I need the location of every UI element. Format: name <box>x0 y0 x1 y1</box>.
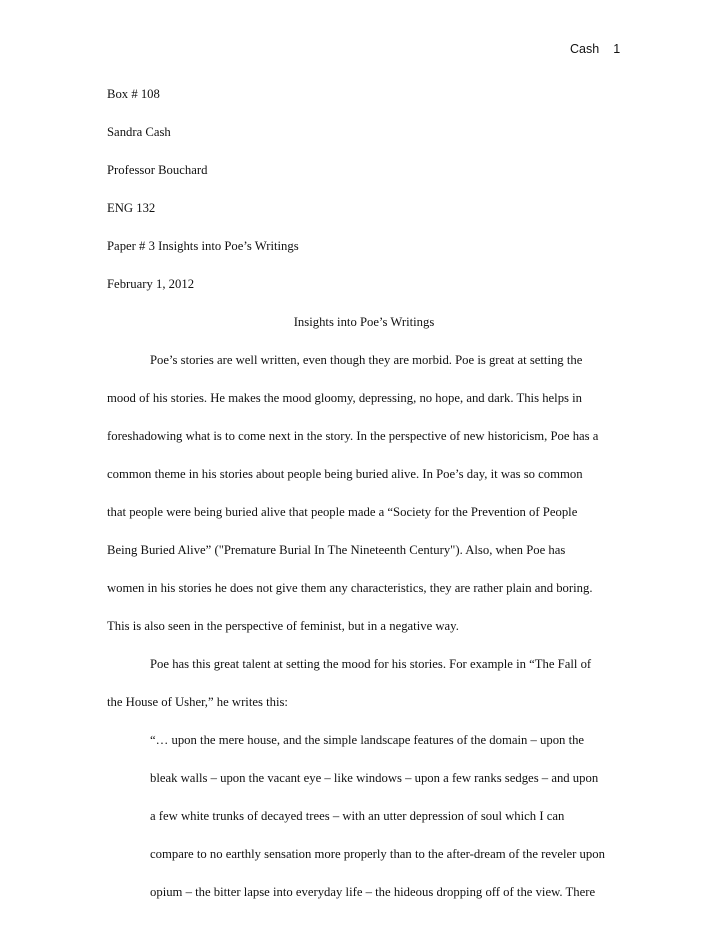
block-quote-line: opium – the bitter lapse into everyday life – the hideous dropping off of the view. There <box>150 885 596 899</box>
paragraph-1-line: common theme in his stories about people being buried alive. In Poe’s day, it was so common <box>107 467 583 481</box>
header-surname: Cash <box>570 42 600 56</box>
block-quote-line: compare to no earthly sensation more properly than to the after-dream of the reveler upon <box>150 847 605 861</box>
heading-author: Sandra Cash <box>107 125 171 139</box>
heading-box-number: Box # 108 <box>107 87 160 101</box>
heading-date: February 1, 2012 <box>107 277 195 291</box>
paragraph-1-line: Poe’s stories are well written, even though they are morbid. Poe is great at setting the <box>150 353 583 367</box>
heading-professor: Professor Bouchard <box>107 163 208 177</box>
page-header <box>570 42 620 56</box>
paragraph-2-line: Poe has this great talent at setting the mood for his stories. For example in “The Fall of <box>150 657 592 671</box>
block-quote-line: “… upon the mere house, and the simple landscape features of the domain – upon the <box>150 733 585 747</box>
header-page-number: 1 <box>613 42 621 56</box>
paragraph-1-line: foreshadowing what is to come next in the story. In the perspective of new historicism, Poe has a <box>107 429 599 443</box>
heading-assignment: Paper # 3 Insights into Poe’s Writings <box>107 239 299 253</box>
paragraph-1-line: Being Buried Alive” ("Premature Burial In The Nineteenth Century"). Also, when Poe has <box>107 543 566 557</box>
block-quote-line: bleak walls – upon the vacant eye – like windows – upon a few ranks sedges – and upon <box>150 771 599 785</box>
paragraph-1-line: This is also seen in the perspective of feminist, but in a negative way. <box>107 619 459 633</box>
paper-title: Insights into Poe’s Writings <box>293 315 435 329</box>
paragraph-1-line: women in his stories he does not give them any characteristics, they are rather plain and boring. <box>107 581 593 595</box>
block-quote-line: a few white trunks of decayed trees – with an utter depression of soul which I can <box>150 809 565 823</box>
paragraph-1-line: mood of his stories. He makes the mood gloomy, depressing, no hope, and dark. This helps in <box>107 391 583 405</box>
paragraph-2-line: the House of Usher,” he writes this: <box>107 695 288 709</box>
heading-course: ENG 132 <box>107 201 156 215</box>
paragraph-1-line: that people were being buried alive that people made a “Society for the Prevention of People <box>107 505 578 519</box>
